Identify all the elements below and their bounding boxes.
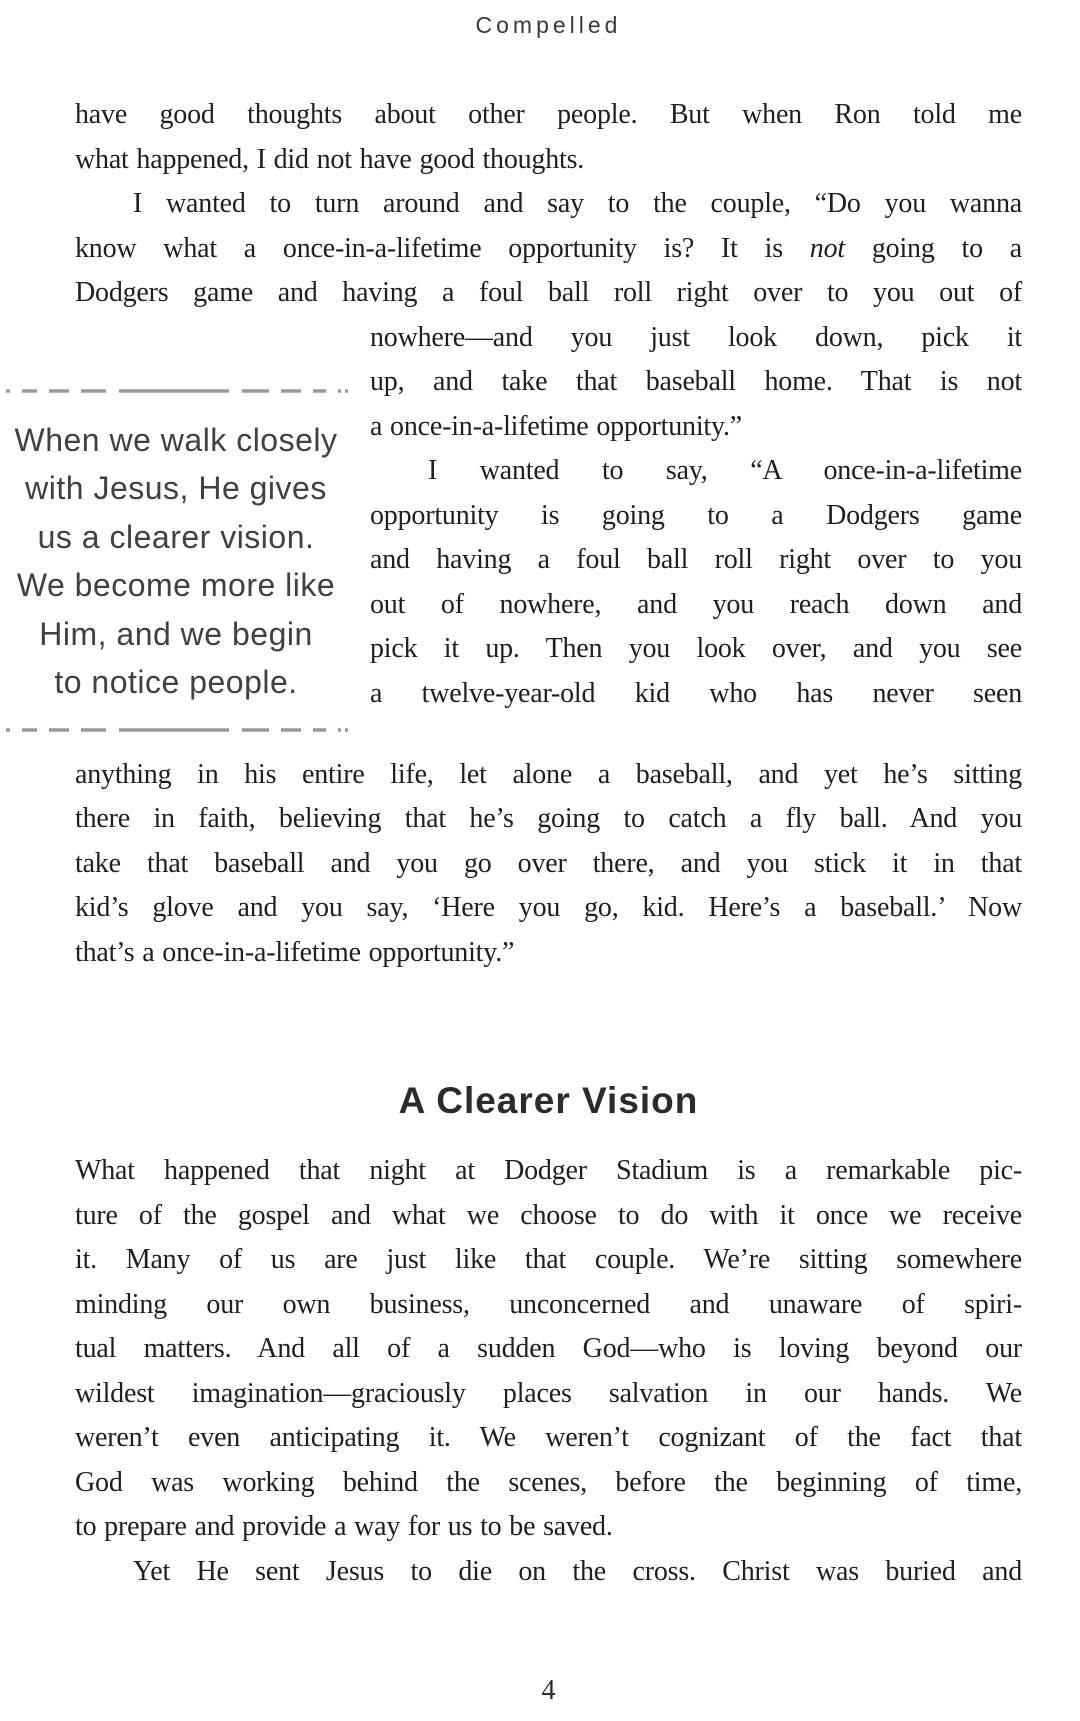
body-line: Yet He sent Jesus to die on the cross. Christ was buried and: [133, 1555, 1022, 1587]
body-line: opportunity is going to a Dodgers game: [370, 499, 1022, 531]
pull-quote-text: [0, 416, 352, 707]
body-line: a once-in-a-lifetime opportunity.”: [370, 410, 743, 442]
italic-word: not: [809, 232, 845, 264]
body-line: pick it up. Then you look over, and you see: [370, 633, 1022, 664]
body-line: anything in his entire life, let alone a baseball, and yet he’s sitting: [75, 758, 1022, 790]
pull-quote: [0, 388, 352, 733]
body-line: kid’s glove and you say, ‘Here you go, kid. Here’s a baseball.’ Now: [75, 892, 1022, 923]
body-line: and having a foul ball roll right over to you: [370, 544, 1022, 575]
body-line: I wanted to turn around and say to the couple, “Do you wanna: [133, 188, 1022, 219]
pull-quote-line: to notice people.: [54, 664, 298, 700]
pull-quote-cell: [14, 316, 370, 733]
pull-quote-line: When we walk closely: [14, 421, 338, 458]
body-line: have good thoughts about other people. But when Ron told me: [75, 99, 1022, 130]
body-line: weren’t even anticipating it. We weren’t cognizant of the fact that: [75, 1422, 1022, 1453]
body-line: God was working behind the scenes, before the beginning of time,: [75, 1466, 1022, 1498]
body-line: I wanted to say, “A once-in-a-lifetime: [428, 455, 1022, 486]
body-line: tual matters. And all of a sudden God—who is loving beyond our: [75, 1333, 1022, 1364]
body-text-segment: know what a once-in-a-lifetime opportunity is? It is: [75, 232, 810, 264]
body-line: it. Many of us are just like that couple. We’re sitting somewhere: [75, 1244, 1022, 1275]
pull-quote-line: with Jesus, He gives: [25, 470, 327, 506]
running-head: Compelled: [475, 12, 622, 38]
body-line: take that baseball and you go over there, and you stick it in that: [75, 847, 1022, 879]
dashed-rule-top: [0, 388, 352, 394]
body-line: that’s a once-in-a-lifetime opportunity.”: [75, 936, 515, 968]
body-text: [75, 753, 1022, 976]
pull-quote-line: We become more like: [16, 567, 336, 603]
body-line: to prepare and provide a way for us to be saved.: [75, 1511, 613, 1542]
body-line: up, and take that baseball home. That is not: [370, 366, 1022, 397]
section-heading: A Clearer Vision: [398, 1080, 699, 1121]
pull-quote-line: us a clearer vision.: [37, 518, 315, 555]
body-text: [75, 93, 1022, 316]
page-number: 4: [541, 1675, 556, 1706]
body-line: nowhere—and you just look down, pick it: [370, 321, 1022, 353]
body-line: what happened, I did not have good thoughts.: [75, 143, 585, 175]
body-line: out of nowhere, and you reach down and: [370, 588, 1022, 620]
pull-quote-line: Him, and we begin: [39, 615, 313, 652]
body-line: ture of the gospel and what we choose to do with it once we receive: [75, 1199, 1022, 1231]
body-line: minding our own business, unconcerned and unaware of spiri-: [75, 1288, 1022, 1320]
body-text: [75, 1149, 1022, 1594]
body-text-segment: going to a: [844, 232, 1022, 264]
body-line: wildest imagination—graciously places salvation in our hands. We: [75, 1377, 1022, 1409]
body-line: Dodgers game and having a foul ball roll right over to you out of: [75, 277, 1022, 308]
body-line: a twelve-year-old kid who has never seen: [370, 677, 1022, 709]
body-line: What happened that night at Dodger Stadium is a remarkable pic-: [75, 1155, 1022, 1186]
body-line: [75, 227, 1022, 272]
body-line: there in faith, believing that he’s going to catch a fly ball. And you: [75, 803, 1022, 834]
wrapped-text-column: [370, 316, 1022, 717]
dashed-rule-bottom: [0, 727, 352, 733]
pull-quote-row: [14, 316, 1022, 733]
